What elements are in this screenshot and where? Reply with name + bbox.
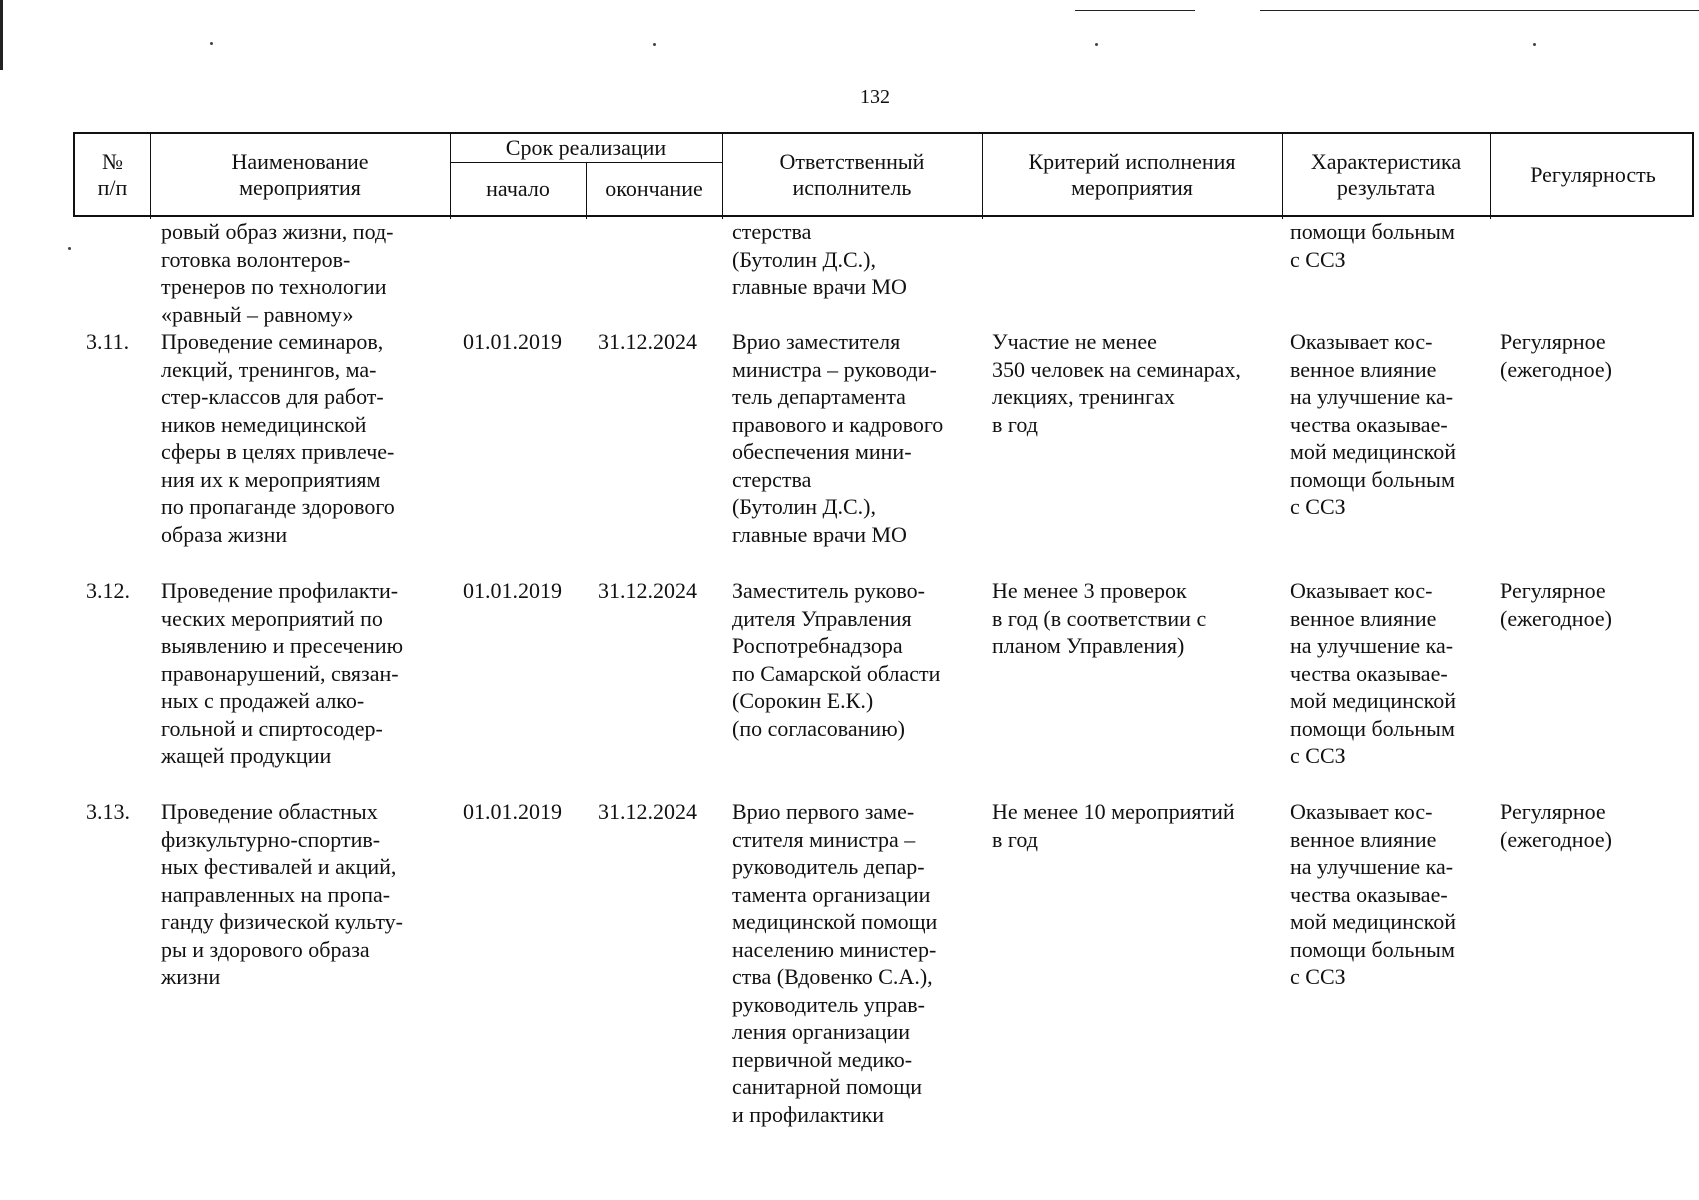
row-3-11-name: Проведение семинаров, лекций, тренингов, ма- стер-классов для работ- ников немедицинской сферы в целях привлече- ния их к мероприятиям по пропаганде здорового образа жизни bbox=[161, 329, 395, 547]
row-3-12-end: 31.12.2024 bbox=[598, 578, 697, 603]
row-3-13-end: 31.12.2024 bbox=[598, 799, 697, 824]
row-3-12-criterion: Не менее 3 проверок в год (в соответствии с планом Управления) bbox=[992, 578, 1207, 658]
row-3-11-end: 31.12.2024 bbox=[598, 329, 697, 354]
header-regularity: Регулярность bbox=[1530, 161, 1656, 187]
row-3-11-num: 3.11. bbox=[86, 329, 130, 354]
continuation-name: ровый образ жизни, под- готовка волонтеров- тренеров по технологии «равный – равному» bbox=[161, 219, 394, 327]
row-3-13-regularity: Регулярное (ежегодное) bbox=[1500, 799, 1612, 852]
row-3-13-num: 3.13. bbox=[86, 799, 130, 824]
scan-speck bbox=[653, 43, 656, 46]
scan-top-line bbox=[1260, 10, 1699, 11]
table-header bbox=[73, 132, 1694, 217]
header-term: Срок реализации bbox=[505, 135, 667, 160]
scan-speck bbox=[1533, 43, 1536, 46]
header-result: Характеристика результата bbox=[1310, 148, 1462, 200]
continuation-result: помощи больным с ССЗ bbox=[1290, 219, 1455, 272]
row-3-12-name: Проведение профилакти- ческих мероприятий по выявлению и пресечению правонарушений, связан- ных с продажей алко- гольной и спиртосодер- жащей продукции bbox=[161, 578, 404, 768]
row-3-12-start: 01.01.2019 bbox=[463, 578, 562, 603]
row-3-11-result: Оказывает кос- венное влияние на улучшение ка- чества оказывае- мой медицинской помощи больным с ССЗ bbox=[1290, 329, 1456, 519]
scan-top-line bbox=[1075, 10, 1195, 11]
header-num: № п/п bbox=[97, 148, 128, 200]
scan-speck bbox=[210, 42, 213, 45]
row-3-12-regularity: Регулярное (ежегодное) bbox=[1500, 578, 1612, 631]
row-3-13-name: Проведение областных физкультурно-спортив- ных фестивалей и акций, направленных на пропа- ганду физической культу- ры и здорового образа жизни bbox=[161, 799, 403, 989]
row-3-11-criterion: Участие не менее 350 человек на семинарах, лекциях, тренингах в год bbox=[992, 329, 1241, 437]
row-3-12-num: 3.12. bbox=[86, 578, 130, 603]
row-3-11-executor: Врио заместителя министра – руководи- тель департамента правового и кадрового обеспечения мини- стерства (Бутолин Д.С.), главные врачи МО bbox=[732, 329, 944, 547]
row-3-12-result: Оказывает кос- венное влияние на улучшение ка- чества оказывае- мой медицинской помощи больным с ССЗ bbox=[1290, 578, 1456, 768]
row-3-12-executor: Заместитель руково- дителя Управления Роспотребнадзора по Самарской области (Сорокин Е.К.) (по согласованию) bbox=[732, 578, 941, 741]
row-3-11-start: 01.01.2019 bbox=[463, 329, 562, 354]
header-criterion: Критерий исполнения мероприятия bbox=[1028, 148, 1236, 200]
scan-edge-mark bbox=[0, 0, 3, 70]
header-end: окончание bbox=[605, 175, 703, 201]
row-3-13-criterion: Не менее 10 мероприятий в год bbox=[992, 799, 1235, 852]
header-executor: Ответственный исполнитель bbox=[779, 148, 925, 200]
row-3-13-result: Оказывает кос- венное влияние на улучшение ка- чества оказывае- мой медицинской помощи больным с ССЗ bbox=[1290, 799, 1456, 989]
row-3-13-executor: Врио первого заме- стителя министра – руководитель депар- тамента организации медицинской помощи населению министер- ства (Вдовенко С.А.), руководитель управ- ления организации первичной медико- санитарной помощи и профилактики bbox=[732, 799, 938, 1127]
scan-speck bbox=[1095, 43, 1098, 46]
page-number: 132 bbox=[860, 86, 890, 108]
row-3-13-start: 01.01.2019 bbox=[463, 799, 562, 824]
scan-speck bbox=[68, 247, 71, 250]
continuation-executor: стерства (Бутолин Д.С.), главные врачи МО bbox=[732, 219, 907, 299]
row-3-11-regularity: Регулярное (ежегодное) bbox=[1500, 329, 1612, 382]
header-start: начало bbox=[486, 175, 550, 201]
header-name: Наименование мероприятия bbox=[231, 148, 369, 200]
